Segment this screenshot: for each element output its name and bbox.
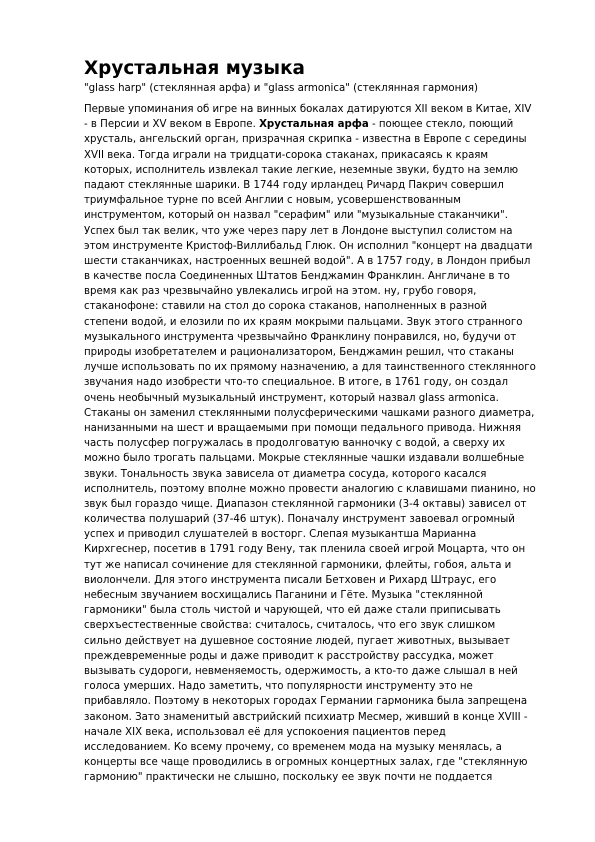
text-run: преждевременные роды и даже приводит к расстройству рассудка, может <box>84 650 494 662</box>
text-run: гармонию" практически не слышно, поскольку ее звук почти не поддается <box>84 772 493 784</box>
text-run: триумфальное турне по всей Англии с новым, усовершенствованным <box>84 195 461 207</box>
text-run: вызывать судороги, невменяемость, одержимость, а кто-то даже слышал в ней <box>84 665 518 677</box>
text-line <box>84 679 536 694</box>
text-run: время как раз чрезвычайно увлекались игрой на этом. ну, грубо говоря, <box>84 286 477 298</box>
body-text <box>84 102 536 785</box>
text-line <box>84 725 536 740</box>
text-run: инструментом, который он назвал "серафим" или "музыкальные стаканчики". <box>84 210 508 222</box>
text-line <box>84 451 536 466</box>
page-title: Хрустальная музыка <box>84 58 305 79</box>
text-line <box>84 178 536 193</box>
text-line <box>84 588 536 603</box>
text-line <box>84 436 536 451</box>
text-line <box>84 421 536 436</box>
text-line <box>84 527 536 542</box>
text-line <box>84 755 536 770</box>
text-run: начале XIX века, использовал её для успокоения пациентов перед <box>84 726 446 738</box>
text-line <box>84 618 536 633</box>
text-line <box>84 573 536 588</box>
text-run: исполнитель, поэтому вполне можно провести аналогию с клавишами пианино, но <box>84 483 536 495</box>
text-line <box>84 102 536 117</box>
text-run: прибавляло. Поэтому в некоторых городах Германии гармоника была запрещена <box>84 696 528 708</box>
text-run: тут же написал сочинение для стеклянной гармоники, флейты, гобоя, альта и <box>84 559 512 571</box>
text-run: можно было трогать пальцами. Мокрые стеклянные чашки издавали волшебные <box>84 453 525 465</box>
text-run: хрусталь, ангельский орган, призрачная скрипка - известна в Европе с середины <box>84 134 527 146</box>
text-run: виолончели. Для этого инструмента писали Бетховен и Рихард Штраус, его <box>84 574 497 586</box>
text-run: сверхъестественные свойства: считалось, считалось, что его звук слишком <box>84 620 496 632</box>
text-line <box>84 512 536 527</box>
text-line <box>84 163 536 178</box>
text-line <box>84 664 536 679</box>
text-run: - поющее стекло, поющий <box>368 119 514 131</box>
text-line <box>84 542 536 557</box>
text-run: успех и приводил слушателей в восторг. Слепая музыкантша Марианна <box>84 529 477 541</box>
text-line <box>84 330 536 345</box>
text-run: XVII века. Тогда играли на тридцати-сорока стаканах, прикасаясь к краям <box>84 149 489 161</box>
text-line <box>84 649 536 664</box>
text-run: голоса умерших. Надо заметить, что популярности инструменту это не <box>84 681 473 693</box>
document-content <box>84 58 536 785</box>
text-line <box>84 406 536 421</box>
text-run: Стаканы он заменил стеклянными полусферическими чашками разного диаметра, <box>84 407 535 419</box>
text-run: очень необычный музыкальный инструмент, который назвал glass armonica. <box>84 392 499 404</box>
text-line <box>84 694 536 709</box>
text-run: законом. Зато знаменитый австрийский психиатр Месмер, живший в конце XVIII - <box>84 711 528 723</box>
text-run: Первые упоминания об игре на винных бокалах датируются XII веком в Китае, XIV <box>84 104 532 115</box>
text-line <box>84 360 536 375</box>
text-line <box>84 770 536 785</box>
text-line <box>84 558 536 573</box>
text-line <box>84 375 536 390</box>
text-line <box>84 132 536 147</box>
text-line <box>84 269 536 284</box>
text-line <box>84 467 536 482</box>
text-run: количества полушарий (37-46 штук). Поначалу инструмент завоевал огромный <box>84 514 515 526</box>
text-line <box>84 284 536 299</box>
text-run: исследованием. Ко всему прочему, со временем мода на музыку менялась, а <box>84 741 502 753</box>
bold-term: Хрустальная арфа <box>259 119 369 131</box>
text-line <box>84 299 536 314</box>
text-line <box>84 148 536 163</box>
text-line <box>84 117 536 132</box>
text-run: природы изобретателем и рационализатором, Бенджамин решил, что стаканы <box>84 347 514 358</box>
text-line <box>84 208 536 223</box>
text-run: лучше использовать по их прямому назначению, а для таинственного стеклянного <box>84 362 536 374</box>
text-line <box>84 740 536 755</box>
text-run: небесным звучанием восхищались Паганини и Гёте. Музыка "стеклянной <box>84 590 483 601</box>
text-line <box>84 254 536 269</box>
text-run: звук был гораздо чище. Диапазон стеклянной гармоники (3-4 октавы) зависел от <box>84 498 527 510</box>
text-run: Кирхгеснер, посетив в 1791 году Вену, так пленила своей игрой Моцарта, что он <box>84 544 526 556</box>
text-run: степени водой, и елозили по их краям мокрыми пальцами. Звук этого странного <box>84 316 523 328</box>
text-line <box>84 603 536 618</box>
page-subtitle: "glass harp" (стеклянная арфа) и "glass armonica" (стеклянная гармония) <box>84 83 479 94</box>
text-run: нанизанными на шест и вращаемыми при помощи педального привода. Нижняя <box>84 422 522 434</box>
text-line <box>84 239 536 254</box>
text-run: сильно действует на душевное состояние людей, пугает животных, вызывает <box>84 635 510 647</box>
text-line <box>84 345 536 360</box>
text-line <box>84 315 536 330</box>
text-run: падают стеклянные шарики. В 1744 году ирландец Ричард Пакрич совершил <box>84 179 504 191</box>
text-line <box>84 193 536 208</box>
text-run: Успех был так велик, что уже через пару лет в Лондоне выступил солистом на <box>84 225 513 237</box>
text-run: часть полусфер погружалась в продолговатую ванночку с водой, а сверху их <box>84 438 505 450</box>
text-line <box>84 497 536 512</box>
text-run: - в Персии и XV веком в Европе. <box>84 119 260 131</box>
text-run: стаканофоне: ставили на стол до сорока стаканов, наполненных в разной <box>84 301 488 313</box>
text-run: в качестве посла Соединенных Штатов Бенджамин Франклин. Англичане в то <box>84 271 510 283</box>
text-run: концерты все чаще проводились в огромных концертных залах, где "стеклянную <box>84 757 528 769</box>
text-run: шести стаканчиках, настроенных вешней водой". А в 1757 году, в Лондон прибыл <box>84 255 531 267</box>
text-line <box>84 482 536 497</box>
text-run: гармоники" была столь чистой и чарующей, что ей даже стали приписывать <box>84 605 501 617</box>
text-line <box>84 634 536 649</box>
text-line <box>84 710 536 725</box>
text-run: музыкального инструмента чрезвычайно Франклину понравился, но, будучи от <box>84 331 517 343</box>
text-run: этом инструменте Кристоф-Виллибальд Глюк. Он исполнил "концерт на двадцати <box>84 240 533 252</box>
text-run: звучания надо изобрести что-то специальное. В итоге, в 1761 году, он создал <box>84 377 509 389</box>
text-run: которых, исполнитель извлекал такие легкие, неземные звуки, будто на землю <box>84 164 519 176</box>
text-run: звуки. Тональность звука зависела от диаметра сосуда, которого касался <box>84 468 487 480</box>
text-line <box>84 224 536 239</box>
text-line <box>84 391 536 406</box>
